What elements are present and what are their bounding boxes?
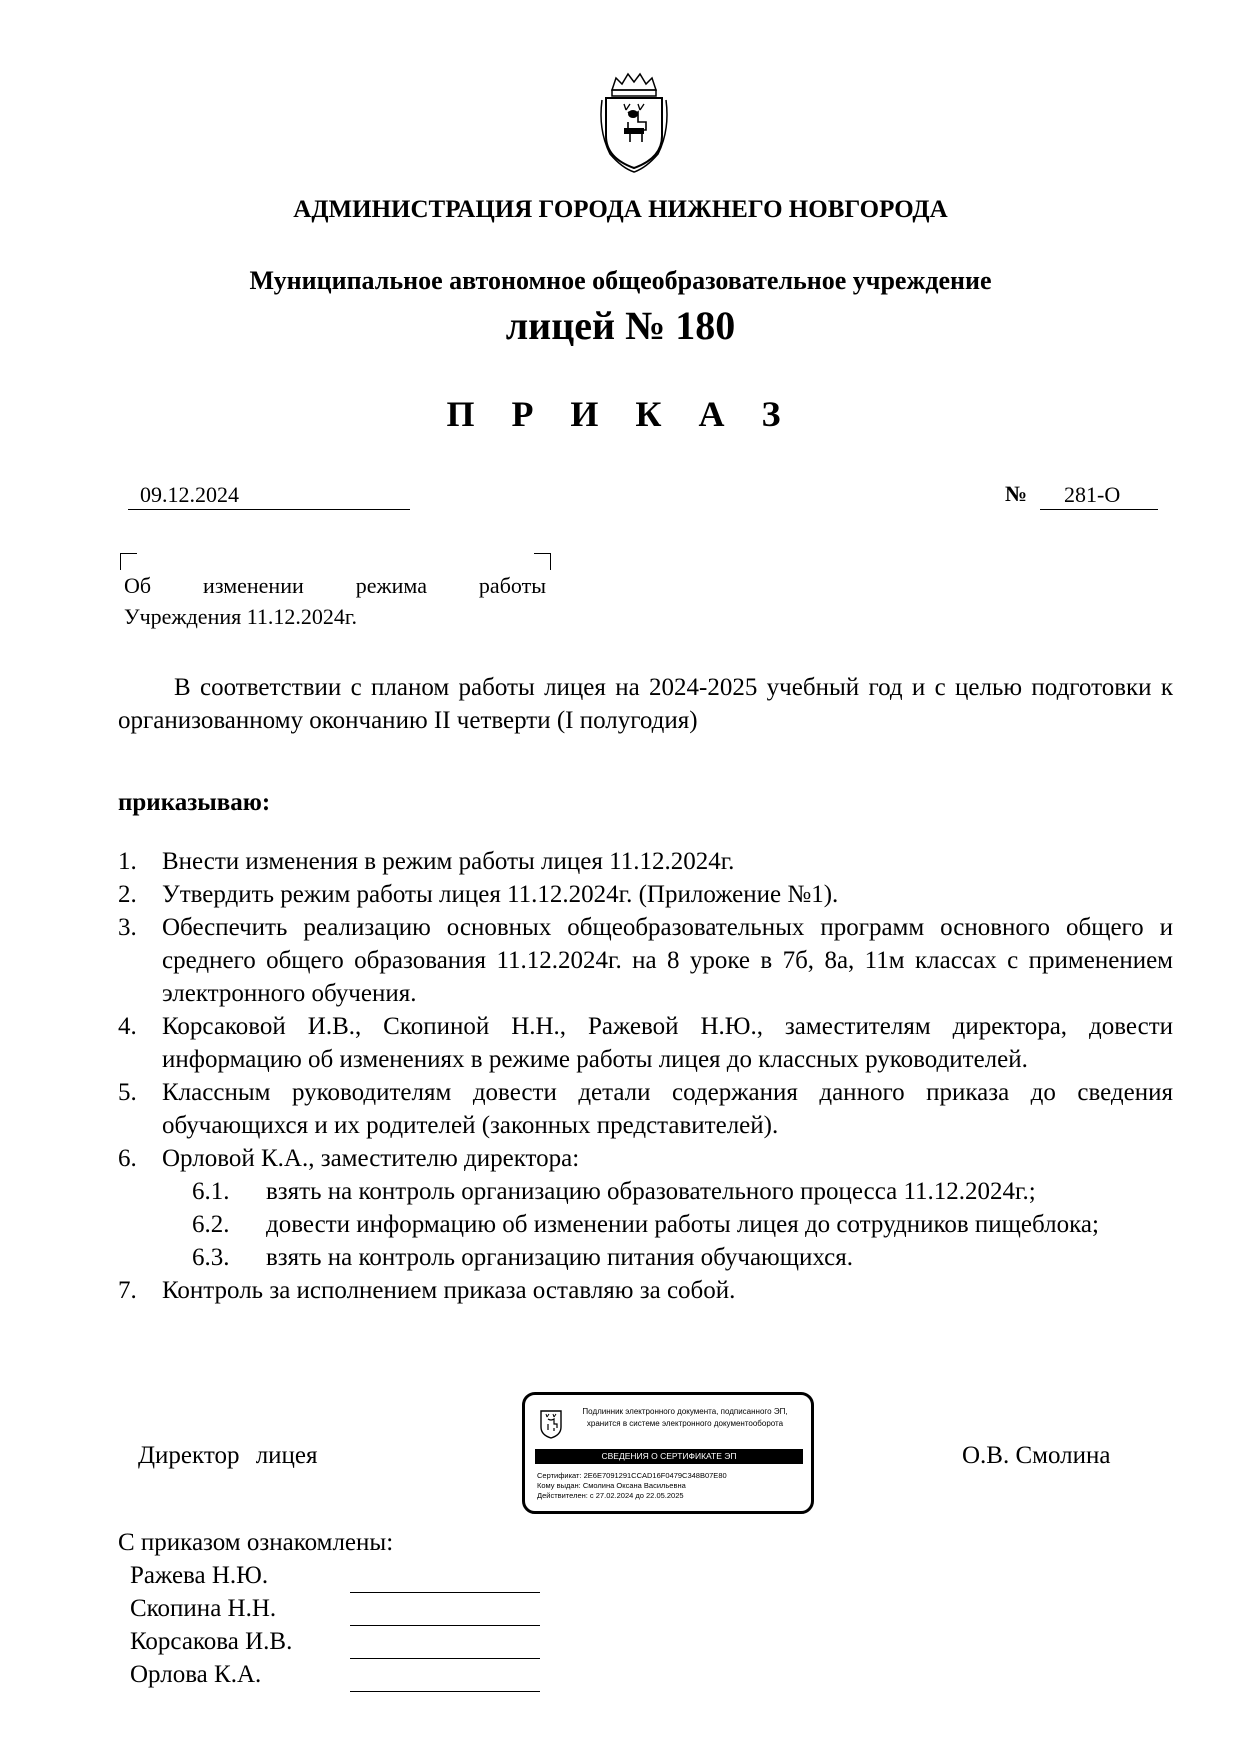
item-text: Орловой К.А., заместителю директора: [162, 1145, 580, 1172]
signatory-position: Директор лицея [138, 1442, 318, 1469]
signature-line [350, 1690, 540, 1692]
institution-name: Муниципальное автономное общеобразовательное учреждение [249, 266, 992, 295]
sub-list-item [118, 1175, 1173, 1208]
order-number-label: № [1005, 481, 1028, 506]
order-number: 281-О [1040, 482, 1158, 510]
sub-list-item [118, 1208, 1173, 1241]
item-number: 2. [118, 881, 137, 908]
city-coat-of-arms [596, 70, 672, 174]
list-item [118, 1274, 1173, 1307]
item-number: 1. [118, 848, 137, 875]
item-text: Контроль за исполнением приказа оставляю за собой. [162, 1277, 736, 1304]
stamp-issued-to: Кому выдан: Смолина Оксана Васильевна [537, 1481, 686, 1490]
subitem-text: взять на контроль организацию образовательного процесса 11.12.2024г.; [266, 1178, 1036, 1205]
item-number: 7. [118, 1277, 137, 1304]
stamp-text-line-1: Подлинник электронного документа, подписанного ЭП, [582, 1407, 788, 1416]
item-number: 3. [118, 914, 137, 941]
subject-line-1: Об изменении режима работы [124, 573, 546, 598]
signatory-name: О.В. Смолина [962, 1442, 1111, 1469]
item-text: Корсаковой И.В., Скопиной Н.Н., Ражевой Н.Ю., заместителям директора, довести информацию об изменениях в режиме работы лицея до классных руководителей. [162, 1013, 1173, 1073]
sub-list-item [118, 1241, 1173, 1274]
document-type: П Р И К А З [446, 394, 795, 434]
list-item [118, 1076, 1173, 1142]
stamp-header: СВЕДЕНИЯ О СЕРТИФИКАТЕ ЭП [535, 1449, 803, 1464]
subitem-number: 6.1. [192, 1178, 230, 1205]
signature-line [350, 1657, 540, 1659]
item-text: Обеспечить реализацию основных общеобразовательных программ основного общего и среднего общего образования 11.12.2024г. на 8 уроке в 7б, 8а, 11м классах с применением электронного обучения. [162, 914, 1173, 1007]
institution-number: лицей № 180 [505, 303, 736, 348]
deer-emblem-icon [539, 1409, 563, 1439]
subitem-number: 6.3. [192, 1244, 230, 1271]
signature-line [350, 1624, 540, 1626]
subject-corner-right [534, 553, 551, 570]
subitem-text: взять на контроль организацию питания обучающихся. [266, 1244, 853, 1271]
item-text: Утвердить режим работы лицея 11.12.2024г. (Приложение №1). [162, 881, 839, 908]
acknowledgement-name: Орлова К.А. [130, 1661, 262, 1688]
order-word: приказываю: [118, 789, 271, 816]
stamp-text-line-2: хранится в системе электронного документооборота [586, 1419, 784, 1428]
stamp-certificate: Сертификат: 2E6E7091291CCAD16F0479C348B07E80 [537, 1471, 727, 1480]
item-text: Внести изменения в режим работы лицея 11.12.2024г. [162, 848, 735, 875]
item-number: 5. [118, 1079, 137, 1106]
item-text: Классным руководителям довести детали содержания данного приказа до сведения обучающихся и их родителей (законных представителей). [162, 1079, 1173, 1139]
item-number: 6. [118, 1145, 137, 1172]
list-item [118, 911, 1173, 1010]
list-item [118, 845, 1173, 878]
list-item [118, 878, 1173, 911]
preamble: В соответствии с планом работы лицея на 2024-2025 учебный год и с целью подготовки к организованному окончанию II четверти (I полугодия) [118, 674, 1173, 734]
list-item [118, 1010, 1173, 1076]
signature-line [350, 1591, 540, 1593]
acknowledgement-name: Корсакова И.В. [130, 1628, 293, 1655]
subject-line-2: Учреждения 11.12.2024г. [124, 604, 357, 629]
electronic-signature-stamp [522, 1392, 814, 1514]
subitem-text: довести информацию об изменении работы лицея до сотрудников пищеблока; [266, 1211, 1099, 1238]
acknowledgement-name: Ражева Н.Ю. [130, 1562, 269, 1589]
stamp-validity: Действителен: с 27.02.2024 до 22.05.2025 [537, 1491, 684, 1500]
order-date: 09.12.2024 [128, 482, 410, 510]
order-items [118, 845, 1173, 1307]
administration-title: АДМИНИСТРАЦИЯ ГОРОДА НИЖНЕГО НОВГОРОДА [293, 196, 948, 223]
list-item [118, 1142, 1173, 1175]
item-number: 4. [118, 1013, 137, 1040]
subject-corner-left [120, 553, 137, 570]
subitem-number: 6.2. [192, 1211, 230, 1238]
acknowledgement-title: С приказом ознакомлены: [118, 1529, 394, 1556]
acknowledgement-name: Скопина Н.Н. [130, 1595, 277, 1622]
